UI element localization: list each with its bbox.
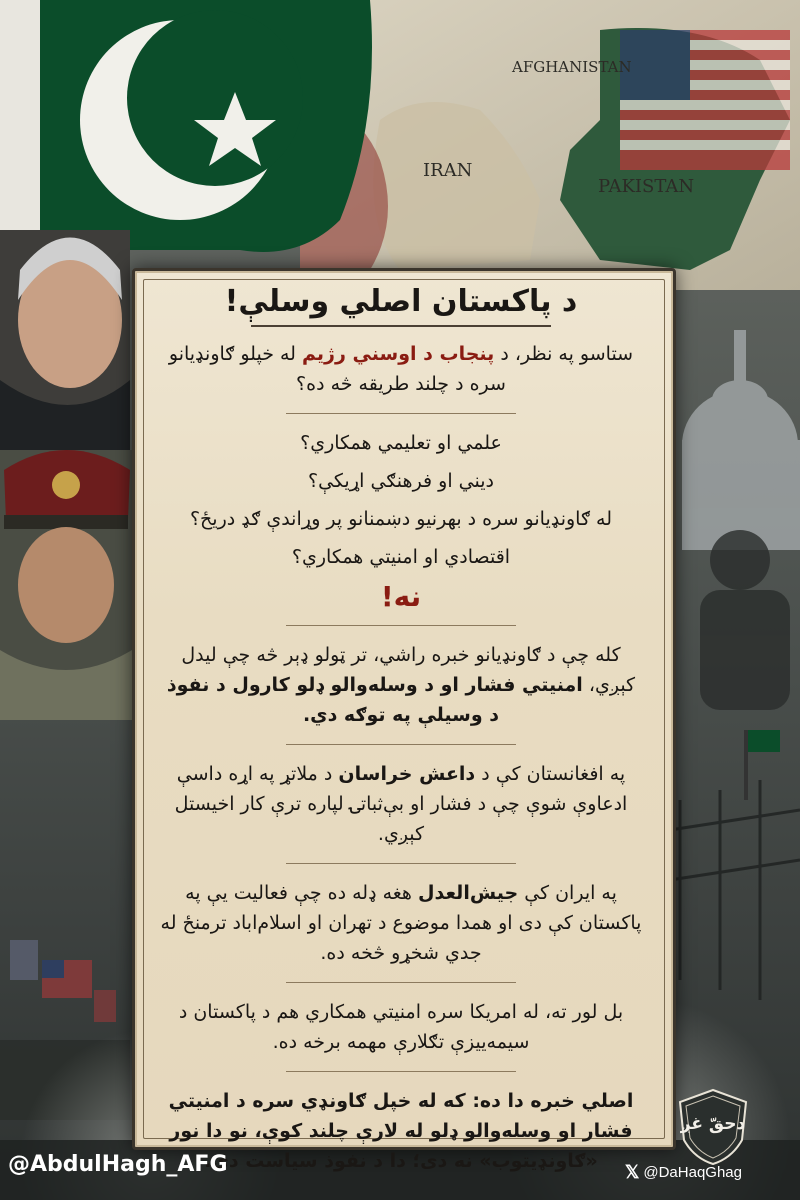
option-item: دیني او فرهنګي اړیکې؟ <box>308 470 494 492</box>
section-divider <box>286 744 516 745</box>
page-title: د پاکستان اصلي وسلې! <box>224 284 578 319</box>
intro-before: ستاسو په نظر، د <box>500 343 634 365</box>
brand-logo <box>676 1088 750 1166</box>
map-label-afghanistan: AFGHANISTAN <box>512 58 632 76</box>
section-divider <box>286 625 516 626</box>
author-handle[interactable]: @AbdulHagh_AFG <box>8 1152 228 1177</box>
section-divider <box>286 863 516 864</box>
brand-logo-text: دحقّ غږ <box>680 1114 746 1134</box>
section-divider <box>286 413 516 414</box>
x-logo-icon: 𝕏 <box>624 1162 640 1182</box>
no-answer: نه! <box>380 580 422 613</box>
intro-highlight: پنجاب د اوسني رژیم <box>302 343 495 365</box>
section-divider <box>286 982 516 983</box>
paragraph-3-after: هغه ډله ده چې فعالیت یې په پاکستان کې دی او همدا موضوع د تهران او اسلام‌اباد ترمنځ له جدي شخړو څخه ده. <box>160 882 642 964</box>
paragraph-4: بل لور ته، له امریکا سره امنیتي همکاري هم د پاکستان د سیمه‌ییزې تګلارې مهمه برخه ده. <box>178 1001 624 1053</box>
paragraph-2-after: د ملاتړ په اړه داسې ادعاوې شوې چې د فشار او بې‌ثباتۍ لپاره ترې کار اخیستل کېږي. <box>174 763 628 845</box>
intro-after: له خپلو ګاونډیانو سره د چلند طریقه څه ده؟ <box>168 343 506 395</box>
map-label-iran: IRAN <box>423 160 473 181</box>
paragraph-3 <box>160 878 642 968</box>
intro-question <box>160 339 642 399</box>
paragraph-1-text: کله چې د ګاونډیانو خبره راشي، تر ټولو ډېر څه چې لیدل کېږي، <box>181 644 636 696</box>
option-item: له ګاونډیانو سره د بهرنیو دښمنانو پر وړاندې ګډ دریځ؟ <box>189 508 613 530</box>
paragraph-3-before: په ایران کې <box>524 882 617 904</box>
title-underline <box>251 325 551 327</box>
paragraph-2-before: په افغانستان کې د <box>481 763 626 785</box>
map-label-pakistan: PAKISTAN <box>598 176 695 197</box>
paragraph-1 <box>160 640 642 730</box>
section-divider <box>286 1071 516 1072</box>
article-content <box>160 270 642 1172</box>
paragraph-2-bold: داعش خراسان <box>338 763 476 785</box>
option-item: علمي او تعلیمي همکاري؟ <box>300 432 502 454</box>
paragraph-5: اصلي خبره دا ده: که له خپل ګاونډي سره د امنیتي فشار او وسله‌والو ډلو له لارې چلند کوې، نو دا نور «ګاونډیتوب» نه دی؛ دا د نفوذ سیاست دی. <box>168 1090 634 1172</box>
paragraph-1-bold: امنیتي فشار او د وسله‌والو ډلو کارول د نفوذ د وسیلې په توګه دي. <box>166 674 583 726</box>
option-item: اقتصادي او امنیتي همکاري؟ <box>291 546 511 568</box>
paragraph-3-bold: جیش‌العدل <box>418 882 519 904</box>
options-list <box>160 428 642 572</box>
paragraph-2 <box>160 759 642 849</box>
x-handle: @DaHaqGhag <box>643 1164 742 1181</box>
